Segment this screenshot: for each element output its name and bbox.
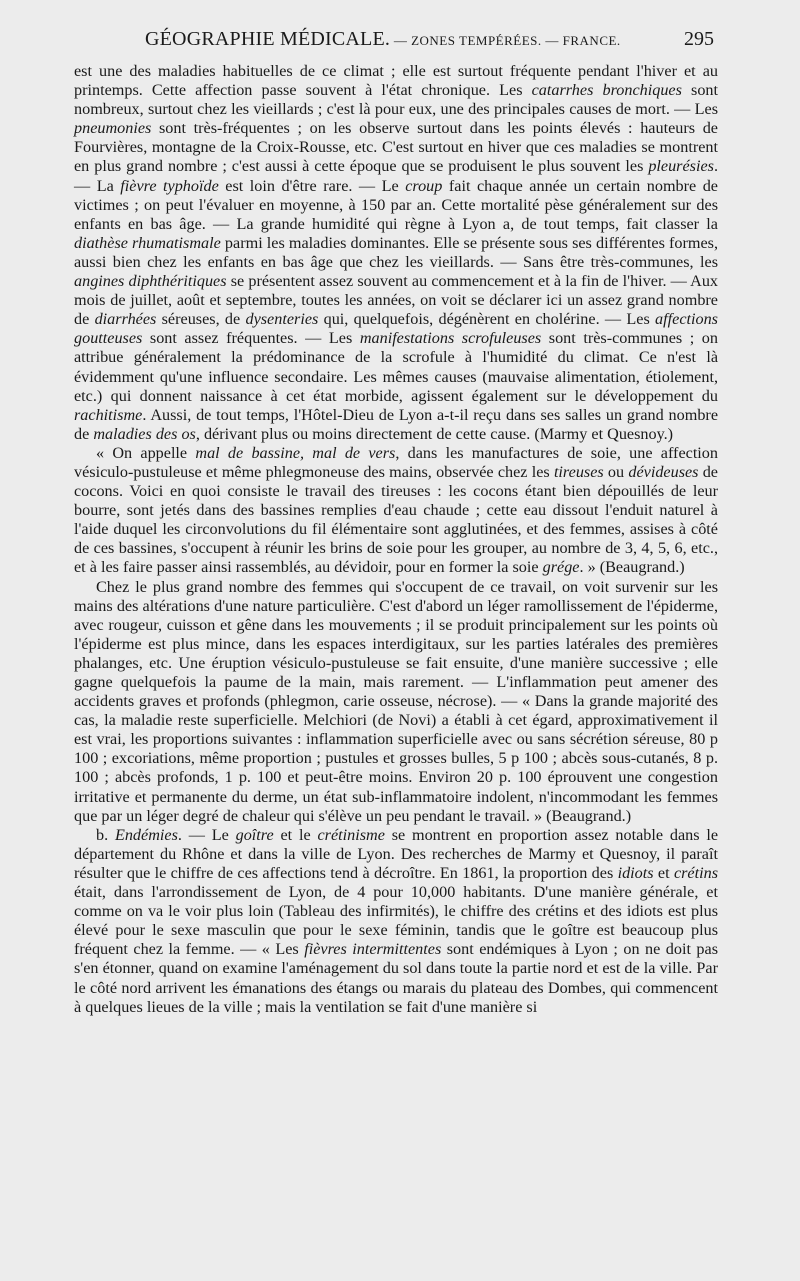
paragraph <box>74 444 718 578</box>
italic-term: catarrhes bronchiques <box>531 81 682 100</box>
italic-term: fièvre typhoïde <box>120 176 219 195</box>
italic-term: diarrhées <box>94 310 157 329</box>
italic-term: goître <box>235 825 274 844</box>
italic-term: pleurésies <box>648 157 714 176</box>
title-text: GÉOGRAPHIE MÉDICALE. <box>145 28 391 50</box>
text-run: se montrent en proportion assez notable dans le département du Rhône et dans la ville de Lyon. Des recherches de Marmy et Quesnoy, il paraît résulter que le chiffre de ces affections tend à décroître. En 1861, la proportion des <box>74 825 719 882</box>
page-number: 295 <box>684 28 714 50</box>
body-text <box>74 62 718 1017</box>
italic-term: dysenteries <box>245 310 319 329</box>
italic-term: croup <box>405 176 443 195</box>
text-run: b. <box>96 825 115 844</box>
italic-term: crétins <box>673 863 718 882</box>
paragraph <box>74 826 718 1017</box>
text-run: . Aussi, de tout temps, l'Hôtel-Dieu de Lyon a-t-il reçu dans ses salles un grand nombre de <box>74 405 718 443</box>
text-run: est une des maladies habituelles de ce climat ; elle est surtout fréquente pendant l'hiver et au printemps. Cette affection passe souvent à l'état chronique. Les <box>74 62 718 100</box>
text-run: . » (Beaugrand.) <box>579 558 685 577</box>
text-run: et <box>653 863 674 882</box>
running-header <box>0 28 800 54</box>
text-run: se présentent assez souvent au commencement et à la fin de l'hiver. — Aux mois de juillet, août et septembre, toutes les années, on voit se déclarer ici un assez grand nombre de <box>74 272 719 329</box>
text-run: séreuses, de <box>156 310 246 329</box>
text-run: Chez le plus grand nombre des femmes qui s'occupent de ce travail, on voit survenir sur les mains des altérations d'une nature particulière. C'est d'abord un léger ramollissement de l'épiderme, avec rougeur, cuisson et gêne dans les mouvements ; il se produit principalement sur les points où l'épiderme est plus mince, dans les espaces interdigitaux, sur les parties latérales des premières phalanges, etc. Une éruption vésiculo-pustuleuse se fait ensuite, d'une manière successive ; elle gagne quelquefois la paume de la main, mais rarement. — L'inflammation peut amener des accidents graves et profonds (phlegmon, carie osseuse, nécrose). — « Dans la grande majorité des cas, la maladie reste superficielle. Melchiori (de Novi) a établi à cet égard, approximativement il est vrai, les proportions suivantes : inflammation superficielle avec ou sans sécrétion séreuse, 80 p 100 ; excoriations, même proportion ; pustules et grosses bulles, 5 p 100 ; abcès sous-cutanés, 8 p. 100 ; abcès profonds, 1 p. 100 et peut-être moins. Environ 20 p. 100 éprouvent une congestion irritative et permanente du derme, un état sub-inflammatoire indolent, n'incommodant les femmes que par un léger degré de chaleur qui s'élève un peu pendant le travail. » (Beaugrand.) <box>74 577 718 825</box>
text-run: était, dans l'arrondissement de Lyon, de 4 pour 10,000 habitants. D'une manière générale, et comme on va le voir plus loin (Tableau des infirmités), le chiffre des crétins et des idiots est plus élevé pour le sexe masculin que pour le sexe féminin, tandis que le goître est beaucoup plus fréquent chez la femme. — « Les <box>74 883 718 959</box>
italic-term: affections goutteuses <box>74 310 718 348</box>
text-run: sont très-fréquentes ; on les observe surtout dans les points élevés : hauteurs de Fourvières, montagne de la Croix-Rousse, etc. C'est surtout en hiver que ces maladies se montrent en plus grand nombre ; c'est aussi à cette époque que se produisent le plus souvent les <box>74 119 718 176</box>
italic-term: pneumonies <box>74 119 152 138</box>
text-run: et le <box>273 825 318 844</box>
text-run: sont nombreux, surtout chez les vieillards ; c'est là pour eux, une des principales causes de mort. — Les <box>74 81 719 119</box>
italic-term: mal de bassine, mal de vers <box>195 443 396 462</box>
text-run: de cocons. Voici en quoi consiste le travail des tireuses : les cocons étant bien dépouillés de leur bourre, sont jetés dans des bassines remplies d'eau chaude ; cette eau dissout l'enduit naturel à l'aide duquel les circonvolutions du fil élémentaire sont agglutinées, et des femmes, assises à côté de ces bassines, s'occupent à réunir les brins de soie pour les grouper, au nombre de 3, 4, 5, 6, etc., et à les faire passer ainsi rassemblés, au dévidoir, pour en former la soie <box>74 462 718 577</box>
text-run: , dérivant plus ou moins directement de cette cause. (Marmy et Quesnoy.) <box>195 424 674 443</box>
italic-term: idiots <box>617 863 654 882</box>
italic-term: Endémies <box>114 825 178 844</box>
title-subheading: — ZONES TEMPÉRÉES. — FRANCE. <box>390 33 621 48</box>
text-run: parmi les maladies dominantes. Elle se présente sous ses différentes formes, aussi bien chez les enfants en bas âge que chez les vieillards. — Sans être très-communes, les <box>74 233 719 271</box>
paragraph <box>74 62 718 444</box>
text-run: qui, quelquefois, dégénèrent en cholérine. — Les <box>318 310 656 329</box>
italic-term: crétinisme <box>317 825 385 844</box>
text-run: fait chaque année un certain nombre de victimes ; on peut l'évaluer en moyenne, à 150 par an. Cette mortalité pèse généralement sur des enfants en bas âge. — La grande humidité qui règne à Lyon a, de tout temps, fait classer la <box>74 176 718 233</box>
italic-term: grége <box>542 558 580 577</box>
text-run: sont très-communes ; on attribue généralement la prédominance de la scrofule à l'humidité du climat. Ce n'est là évidemment qu'une influence secondaire. Les mêmes causes (mauvaise alimentation, étiolement, etc.) qui donnent naissance à cet état morbide, agissent également sur le développement du <box>74 329 718 405</box>
paragraph <box>74 578 718 826</box>
text-run: sont endémiques à Lyon ; on ne doit pas s'en étonner, quand on examine l'aménagement du sol dans toute la partie nord et est de la ville. Par le côté nord arrivent les émanations des étangs ou marais du plateau des Dombes, qui commencent à quelques lieues de la ville ; mais la ventilation se fait d'une manière si <box>74 940 719 1016</box>
text-run: . — Le <box>177 825 236 844</box>
italic-term: angines diphthéritiques <box>74 272 227 291</box>
running-title <box>145 28 621 51</box>
italic-term: diathèse rhumatismale <box>74 233 221 252</box>
text-run: , dans les manufactures de soie, une affection vésiculo-pustuleuse et même phlegmoneuse des mains, observée chez les <box>74 443 718 481</box>
text-run: est loin d'être rare. — Le <box>218 176 406 195</box>
italic-term: tireuses <box>553 462 604 481</box>
text-run: « On appelle <box>96 443 196 462</box>
text-run: . — La <box>74 157 718 195</box>
italic-term: rachitisme <box>74 405 143 424</box>
italic-term: fièvres intermittentes <box>304 940 442 959</box>
italic-term: manifestations scrofuleuses <box>359 329 542 348</box>
text-run: ou <box>603 462 629 481</box>
italic-term: dévideuses <box>628 462 699 481</box>
italic-term: maladies des os <box>93 424 196 443</box>
text-run: sont assez fréquentes. — Les <box>142 329 360 348</box>
